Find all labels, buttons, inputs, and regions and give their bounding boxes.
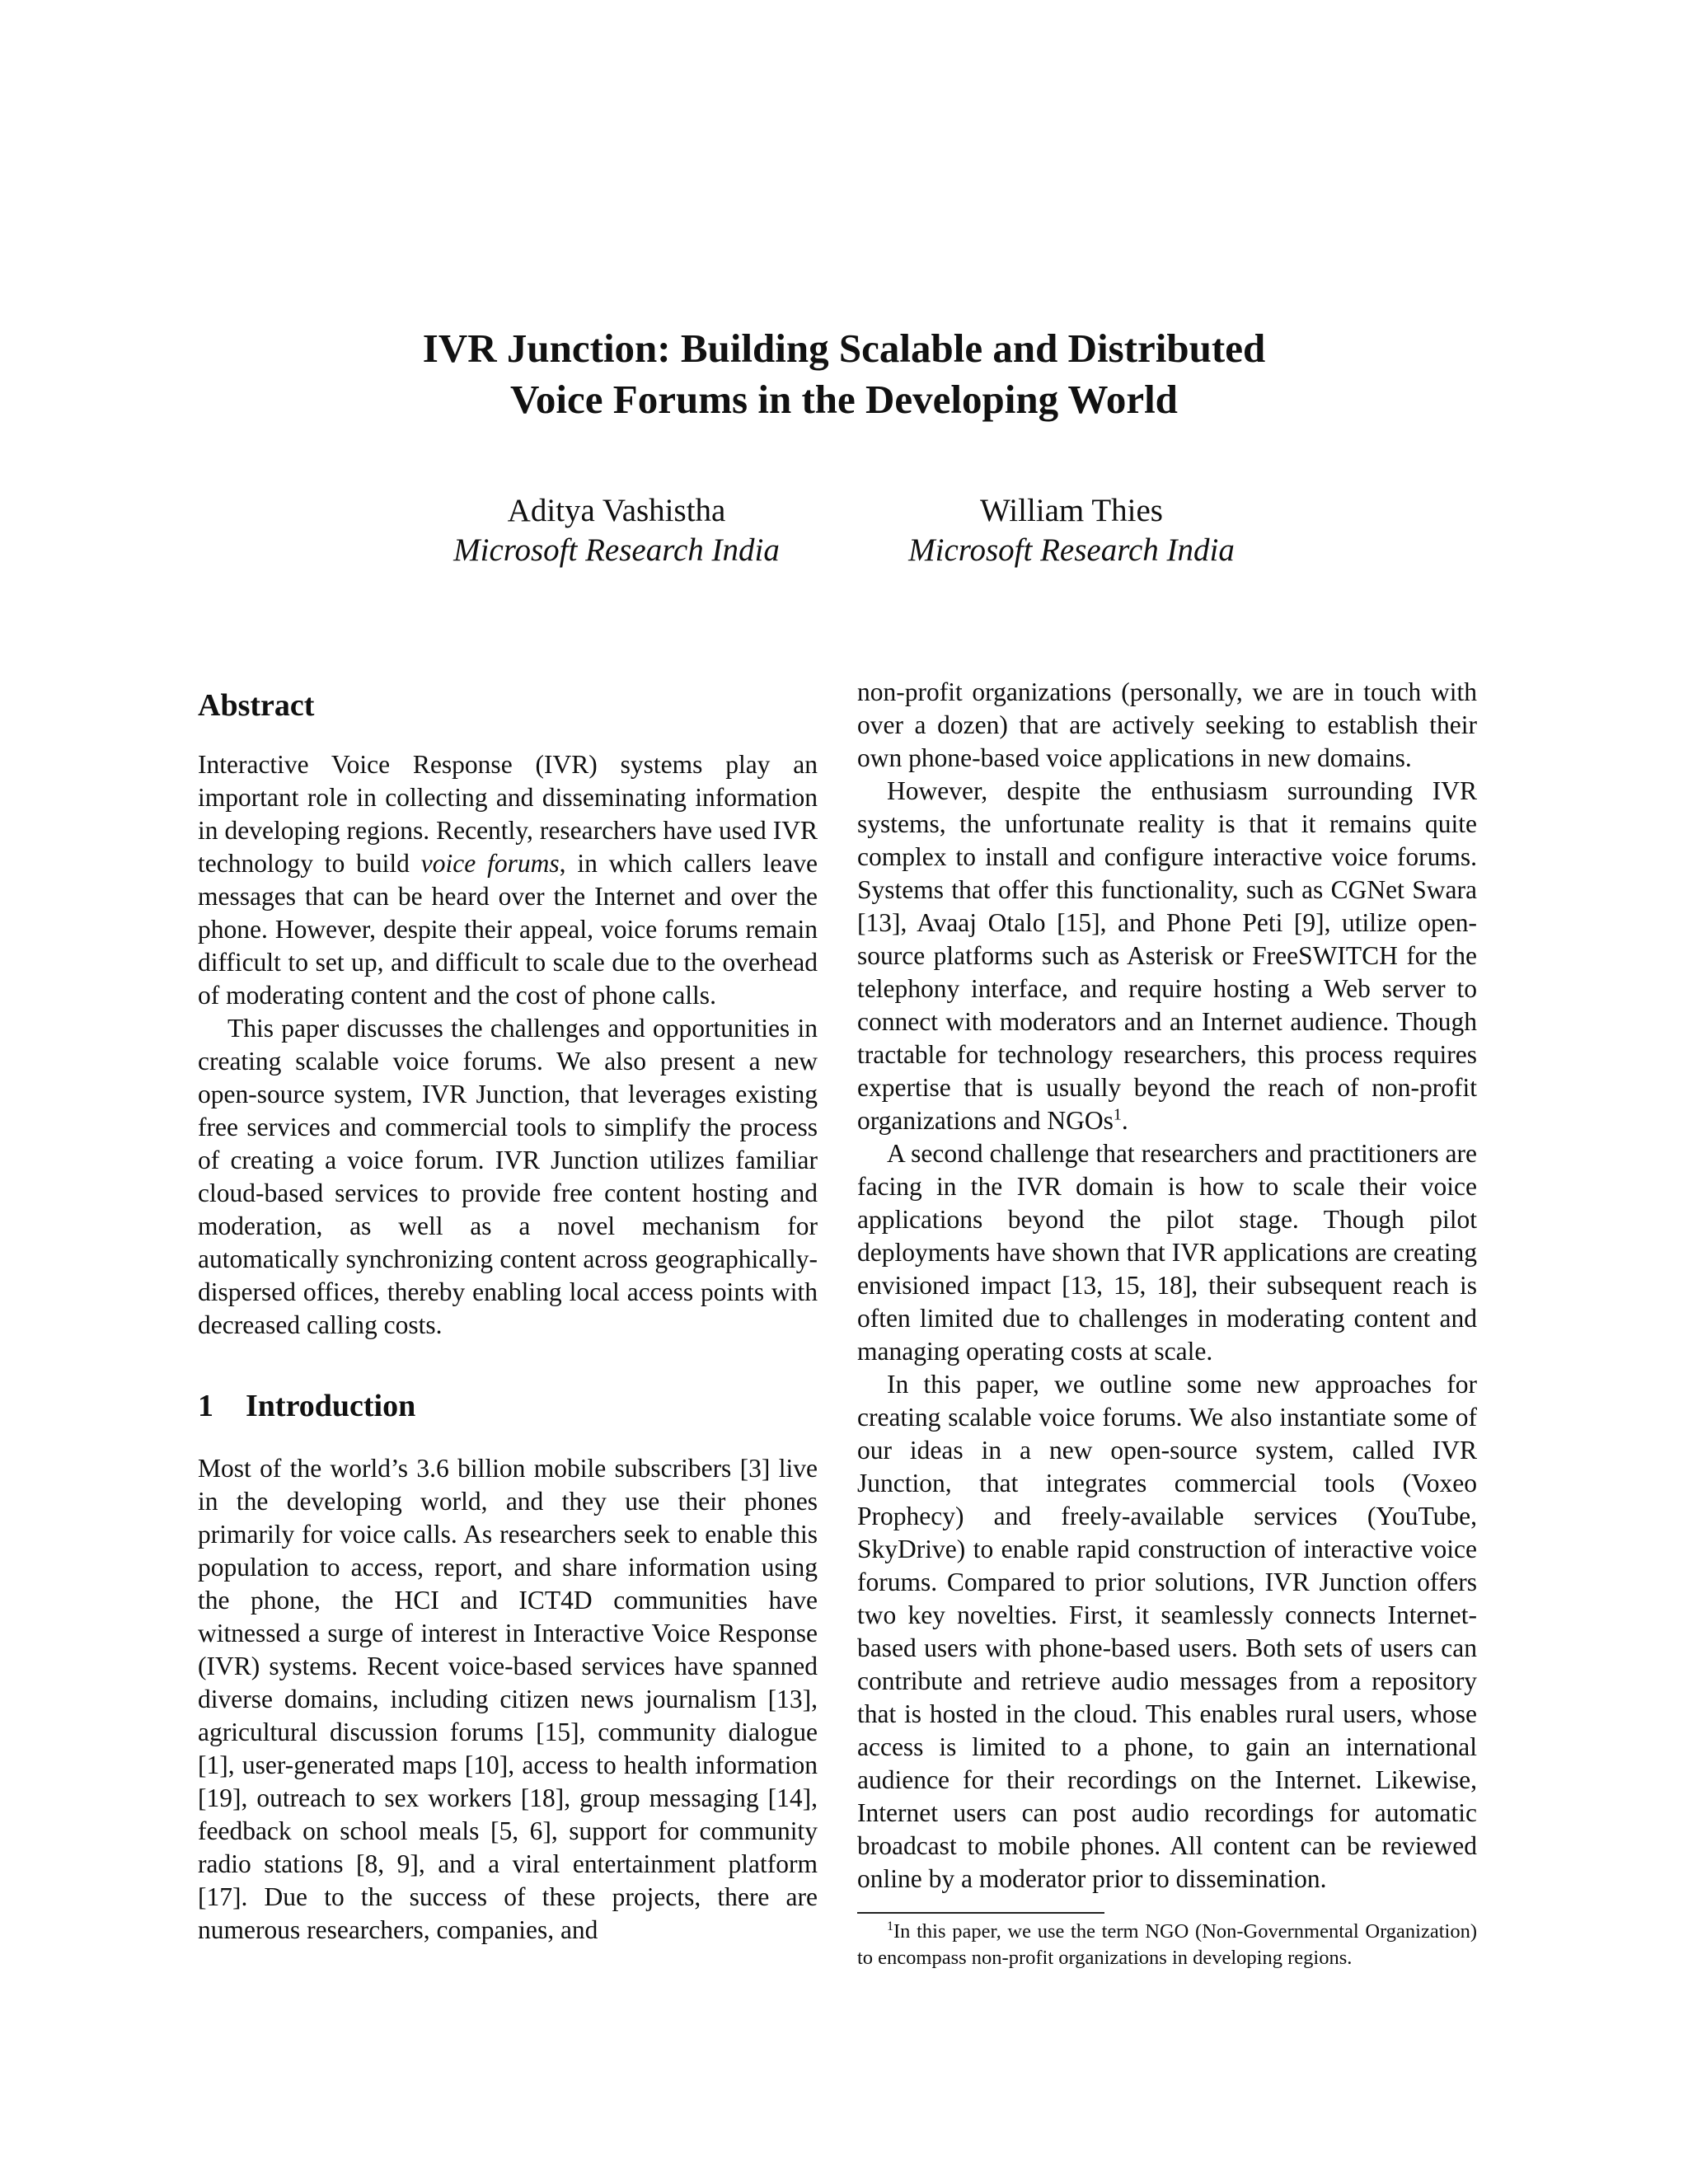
title-line-2: Voice Forums in the Developing World — [510, 377, 1178, 422]
author-block-1 — [369, 491, 864, 570]
abstract-paragraph-2: This paper discusses the challenges and opportunities in creating scalable voice forums. We also present a new open-source system, IVR Junction, that leverages existing free services and commercial tools to simplify the process of creating a voice forum. IVR Junction utilizes familiar cloud-based services to provide free content hosting and moderation, as well as a novel mechanism for automatically synchronizing content across geographically-dispersed offices, thereby enabling local access points with decreased calling costs. — [198, 1014, 818, 1339]
footnote — [857, 1919, 1477, 1971]
intro-paragraph-4: In this paper, we outline some new approaches for creating scalable voice forums. We also instantiate some of our ideas in a new open-source system, called IVR Junction, that integrates commercial tools (Voxeo Prophecy) and freely-available services (YouTube, SkyDrive) to enable rapid construction of interactive voice forums. Compared to prior solutions, IVR Junction offers two key novelties. First, it seamlessly connects Internet-based users with phone-based users. Both sets of users can contribute and retrieve audio messages from a repository that is hosted in the cloud. This enables rural users, whose access is limited to a phone, to gain an international audience for their recordings on the Internet. Likewise, Internet users can post audio recordings for automatic broadcast to mobile phones. All content can be reviewed online by a moderator prior to dissemination. — [857, 1370, 1477, 1893]
author-name: Aditya Vashistha — [507, 493, 726, 528]
intro-paragraph-1-continued: non-profit organizations (personally, we are in touch with over a dozen) that are actively seeking to establish their own phone-based voice applications in new domains. — [857, 677, 1477, 772]
author-block-2 — [824, 491, 1319, 570]
intro-paragraph-2: However, despite the enthusiasm surrounding IVR systems, the unfortunate reality is that it remains quite complex to install and configure interactive voice forums. Systems that offer this functionality, such as CGNet Swara [13], Avaaj Otalo [15], and Phone Peti [9], utilize open-source platforms such as Asterisk or FreeSWITCH for the telephony interface, and require hosting a Web server to connect with moderators and an Internet audience. Though tractable for technology researchers, this process requires expertise that is usually beyond the reach of non-profit organizations and NGOs$^1$. — [857, 776, 1477, 1135]
author-affiliation: Microsoft Research India — [908, 532, 1235, 568]
abstract-paragraph-1: Interactive Voice Response (IVR) systems play an important role in collecting and disseminating information in developing regions. Recently, researchers have used IVR technology to build voice forums, in which callers leave messages that can be heard over the Internet and over the phone. However, despite their appeal, voice forums remain difficult to set up, and difficult to scale due to the overhead of moderating content and the cost of phone calls. — [198, 750, 818, 1010]
intro-paragraph-3: A second challenge that researchers and practitioners are facing in the IVR domain is how to scale their voice applications beyond the pilot stage. Though pilot deployments have shown that IVR applications are creating envisioned impact [13, 15, 18], their subsequent reach is often limited due to challenges in moderating content and managing operating costs at scale. — [857, 1139, 1477, 1366]
left-column — [198, 676, 818, 1947]
section-title: Introduction — [246, 1389, 416, 1423]
paper-title — [0, 323, 1688, 425]
author-affiliation: Microsoft Research India — [453, 532, 780, 568]
footnote-number: 1 — [887, 1919, 893, 1933]
footnote-rule — [857, 1912, 1104, 1914]
voice-forums-emphasis: voice forums — [420, 849, 560, 878]
right-column — [857, 676, 1477, 1971]
footnote-text: In this paper, we use the term NGO (Non-Governmental Organization) to encompass non-profit organizations in developing regions. — [857, 1920, 1477, 1969]
footnote-mark: 1 — [1113, 1105, 1122, 1124]
intro-paragraph-1: Most of the world’s 3.6 billion mobile subscribers [3] live in the developing world, and they use their phones primarily for voice calls. As researchers seek to enable this population to access, report, and share information using the phone, the HCI and ICT4D communities have witnessed a surge of interest in Interactive Voice Response (IVR) systems. Recent voice-based services have spanned diverse domains, including citizen news journalism [13], agricultural discussion forums [15], community dialogue [1], user-generated maps [10], access to health information [19], outreach to sex workers [18], group messaging [14], feedback on school meals [5, 6], support for community radio stations [8, 9], and a viral entertainment platform [17]. Due to the success of these projects, there are numerous researchers, companies, and — [198, 1454, 818, 1944]
abstract-heading: Abstract — [198, 688, 315, 723]
title-line-1: IVR Junction: Building Scalable and Distributed — [422, 326, 1266, 371]
author-name: William Thies — [980, 493, 1163, 528]
section-number: 1 — [198, 1389, 213, 1423]
introduction-heading — [198, 1388, 818, 1424]
